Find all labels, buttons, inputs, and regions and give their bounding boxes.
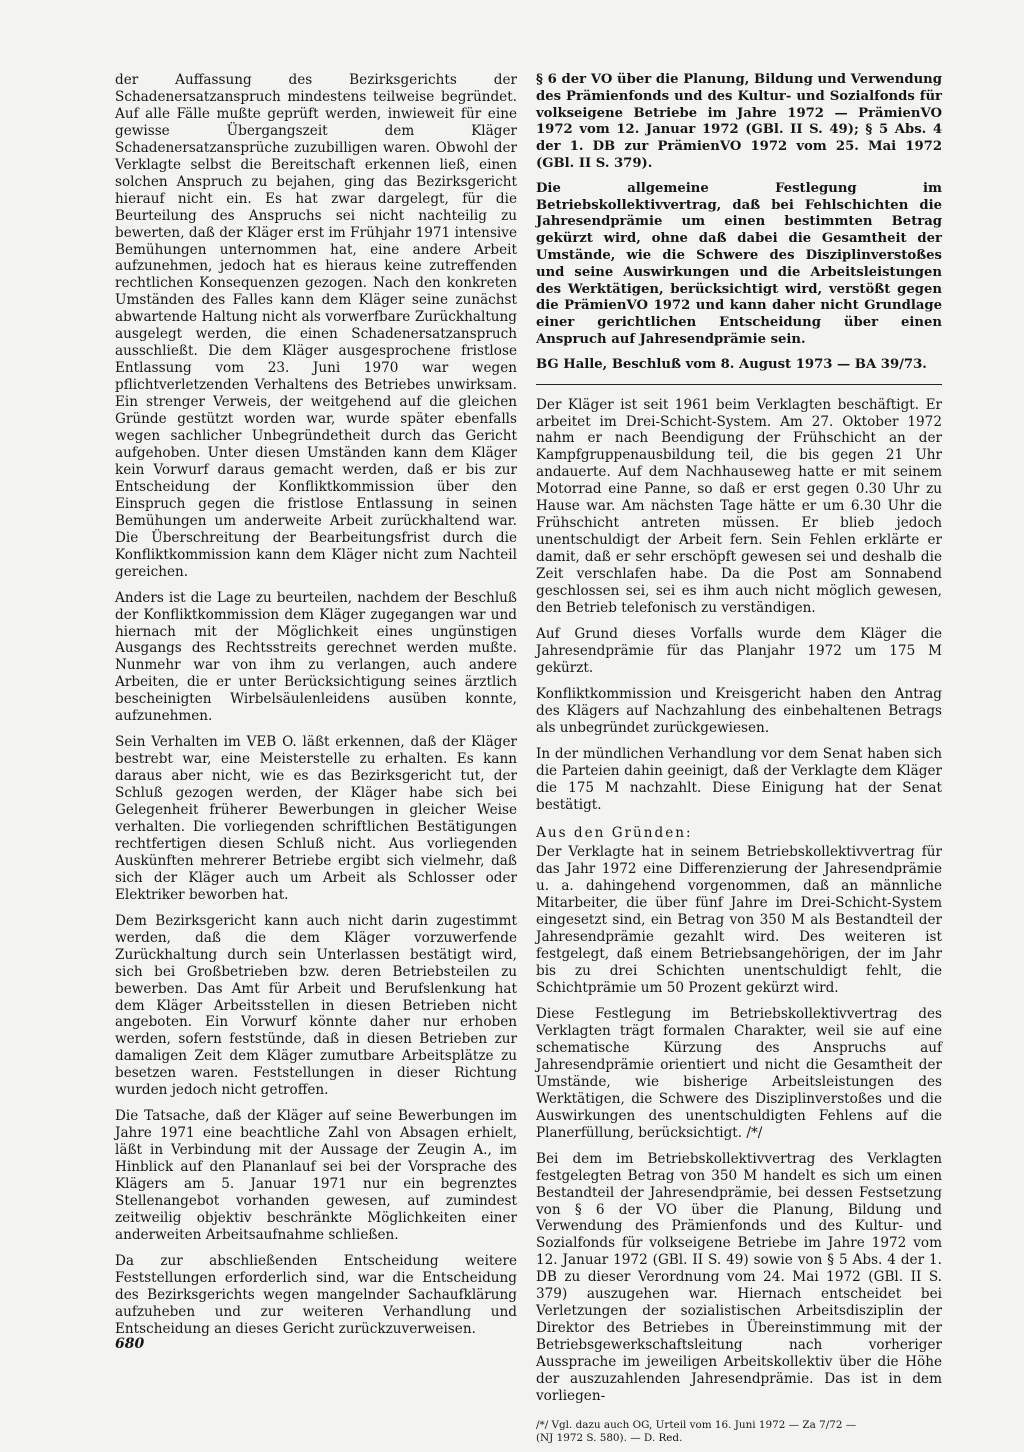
left-column — [115, 72, 517, 1347]
paragraph: Diese Festlegung im Betriebskollektivvertrag des Verklagten trägt formalen Charakter, weil sie auf eine schematische Kürzung des Anspruchs auf Jahresendprämie orientiert und nicht die Gesamtheit der Umstände, wie bisherige Arbeitsleistungen des Werktätigen, die Schwere des Disziplinverstoßes und die Auswirkungen des unentschuldigten Fehlens auf die Planerfüllung, berücksichtigt. /*/ — [536, 1006, 942, 1141]
paragraph: Dem Bezirksgericht kann auch nicht darin zugestimmt werden, daß die dem Kläger vorzuwerfende Zurückhaltung durch sein Unterlassen bestätigt wird, sich bei Großbetrieben bzw. deren Betriebsteilen zu bewerben. Das Amt für Arbeit und Berufslenkung hat dem Kläger Arbeitsstellen in diesen Betrieben nicht angeboten. Ein Vorwurf könnte daher nur erhoben werden, sofern feststünde, daß in diesen Betrieben zur damaligen Zeit dem Kläger zumutbare Arbeitsplätze zu besetzen waren. Feststellungen in dieser Richtung wurden jedoch nicht getroffen. — [115, 912, 517, 1099]
paragraph: In der mündlichen Verhandlung vor dem Senat haben sich die Parteien dahin geeinigt, daß der Verklagte dem Kläger die 175 M nachzahlt. Diese Einigung hat der Senat bestätigt. — [536, 745, 942, 813]
section-heading: Aus den Gründen: — [536, 825, 693, 842]
paragraph: Konfliktkommission und Kreisgericht haben den Antrag des Klägers auf Nachzahlung des einbehaltenen Betrags als unbegründet zurückgewiesen. — [536, 685, 942, 736]
paragraph: Auf Grund dieses Vorfalls wurde dem Kläger die Jahresendprämie für das Planjahr 1972 um 175 M gekürzt. — [536, 625, 942, 676]
page-number: 680 — [115, 1336, 145, 1352]
right-column — [536, 72, 942, 1445]
footnote — [536, 1419, 942, 1445]
paragraph: Da zur abschließenden Entscheidung weitere Feststellungen erforderlich sind, war die Entscheidung des Bezirksgerichts wegen mangelnder Sachaufklärung aufzuheben und zur weiteren Verhandlung und Entscheidung an dieses Gericht zurückzuverweisen. — [115, 1252, 517, 1337]
paragraph: Sein Verhalten im VEB O. läßt erkennen, daß der Kläger bestrebt war, eine Meisterstelle zu erhalten. Es kann daraus aber nicht, wie es das Bezirksgericht tut, der Schluß gezogen werden, der Kläger habe sich bei Gelegenheit früherer Bewerbungen in gleicher Weise verhalten. Die vorliegenden schriftlichen Bestätigungen rechtfertigen diesen Schluß nicht. Aus vorliegenden Auskünften mehrerer Betriebe ergibt sich vielmehr, daß sich der Kläger auch um Arbeit als Schlosser oder Elektriker beworben hat. — [115, 734, 517, 903]
paragraph: Der Verklagte hat in seinem Betriebskollektivvertrag für das Jahr 1972 eine Differenzierung der Jahresendprämie u. a. dahingehend vorgenommen, daß an männliche Mitarbeiter, die über fünf Jahre im Drei-Schicht-System eingesetzt sind, ein Betrag von 350 M als Bestandteil der Jahresendprämie gezahlt wird. Des weiteren ist festgelegt, daß einem Betriebsangehörigen, der im Jahr bis zu drei Schichten unentschuldigt fehlt, die Schichtprämie um 50 Prozent gekürzt wird. — [536, 844, 942, 997]
headnote-text: Die allgemeine Festlegung im Betriebskollektivvertrag, daß bei Fehlschichten die Jahresendprämie um einen bestimmten Betrag gekürzt wird, ohne daß dabei die Gesamtheit der Umstände, wie die Schwere des Disziplinverstoßes und seine Auswirkungen und die Arbeitsleistungen des Werktätigen, berücksichtigt wird, verstößt gegen die PrämienVO 1972 und kann daher nicht Grundlage einer gerichtlichen Entscheidung über einen Anspruch auf Jahresendprämie sein. — [536, 180, 942, 347]
case-citation: BG Halle, Beschluß vom 8. August 1973 — BA 39/73. — [536, 356, 927, 372]
paragraph: Der Kläger ist seit 1961 beim Verklagten beschäftigt. Er arbeitet im Drei-Schicht-System. Am 27. Oktober 1972 nahm er nach Beendigung der Frühschicht an der Kampfgruppenausbildung teil, die bis gegen 21 Uhr andauerte. Auf dem Nachhauseweg hatte er mit seinem Motorrad eine Panne, so daß er erst gegen 0.30 Uhr zu Hause war. Am nächsten Tage hätte er um 6.30 Uhr die Frühschicht antreten müssen. Er blieb jedoch unentschuldigt der Arbeit fern. Sein Fehlen erklärte er damit, daß er sehr erschöpft gewesen sei und deshalb die Zeit verschlafen habe. Da die Post am Sonnabend geschlossen sei, sei es ihm auch nicht möglich gewesen, den Betrieb telefonisch zu verständigen. — [536, 396, 942, 616]
paragraph: Anders ist die Lage zu beurteilen, nachdem der Beschluß der Konfliktkommission dem Kläger zugegangen war und hiernach mit der Möglichkeit eines ungünstigen Ausgangs des Rechtsstreits gerechnet werden mußte. Nunmehr war von ihm zu verlangen, auch andere Arbeiten, die er unter Berücksichtigung seines ärztlich bescheinigten Wirbelsäulenleidens ausüben konnte, aufzunehmen. — [115, 589, 517, 725]
footnote-line: /*/ Vgl. dazu auch OG, Urteil vom 16. Juni 1972 — Za 7/72 — — [536, 1418, 857, 1431]
paragraph: der Auffassung des Bezirksgerichts der Schadenersatzanspruch mindestens teilweise begründet. Auf alle Fälle mußte geprüft werden, inwieweit für eine gewisse Übergangszeit dem Kläger Schadenersatzansprüche zuzubilligen waren. Obwohl der Verklagte selbst die Bereitschaft erkennen ließ, einen solchen Anspruch zu bejahen, ging das Bezirksgericht hierauf nicht ein. Es hat zwar dargelegt, für die Beurteilung des Anspruchs sei nicht nachteilig zu bewerten, daß der Kläger erst im Frühjahr 1971 intensive Bemühungen unternommen hat, eine andere Arbeit aufzunehmen, jedoch hat es hieraus keine zutreffenden rechtlichen Konsequenzen gezogen. Nach den konkreten Umständen des Falles kann dem Kläger seine zunächst abwartende Haltung nicht als vorwerfbare Zurückhaltung ausgelegt werden, die einen Schadenersatzanspruch ausschließt. Die dem Kläger ausgesprochene fristlose Entlassung vom 23. Juni 1970 war wegen pflichtverletzenden Verhaltens des Betriebes unwirksam. Ein strenger Verweis, der weitgehend auf die gleichen Gründe gestützt worden war, wurde später ebenfalls wegen sachlicher Unbegründetheit durch das Gericht aufgehoben. Unter diesen Umständen kann dem Kläger kein Vorwurf daraus gemacht werden, daß er bis zur Entscheidung der Konfliktkommission über den Einspruch gegen die fristlose Entlassung in seinen Bemühungen um anderweite Arbeit zurückhaltend war. Die Überschreitung der Bearbeitungsfrist durch die Konfliktkommission kann dem Kläger nicht zum Nachteil gereichen. — [115, 72, 517, 580]
headnote-reference: § 6 der VO über die Planung, Bildung und Verwendung des Prämienfonds und des Kultur- und Sozialfonds für volkseigene Betriebe im Jahre 1972 — PrämienVO 1972 vom 12. Januar 1972 (GBl. II S. 49); § 5 Abs. 4 der 1. DB zur PrämienVO 1972 vom 25. Mai 1972 (GBl. II S. 379). — [536, 72, 942, 171]
paragraph: Die Tatsache, daß der Kläger auf seine Bewerbungen im Jahre 1971 eine beachtliche Zahl von Absagen erhielt, läßt in Verbindung mit der Aussage der Zeugin A., im Hinblick auf den Plananlauf sei bei der Vorsprache des Klägers am 5. Januar 1971 nur ein begrenztes Stellenangebot vorhanden gewesen, auf zumindest zeitweilig objektiv beschränkte Möglichkeiten einer anderweiten Arbeitsaufnahme schließen. — [115, 1108, 517, 1243]
paragraph: Bei dem im Betriebskollektivvertrag des Verklagten festgelegten Betrag von 350 M handelt es sich um einen Bestandteil der Jahresendprämie, bei dessen Festsetzung von § 6 der VO über die Planung, Bildung und Verwendung des Prämienfonds und des Kultur- und Sozialfonds für volkseigene Betriebe im Jahre 1972 vom 12. Januar 1972 (GBl. II S. 49) sowie von § 5 Abs. 4 der 1. DB zu dieser Verordnung vom 24. Mai 1972 (GBl. II S. 379) auszugehen war. Hiernach entscheidet bei Verletzungen der sozialistischen Arbeitsdisziplin der Direktor des Betriebes in Übereinstimmung mit der Betriebsgewerkschaftsleitung nach vorheriger Aussprache im jeweiligen Arbeitskollektiv über die Höhe der auszuzahlenden Jahresendprämie. Das ist in dem vorliegen- — [536, 1150, 942, 1405]
footnote-line: (NJ 1972 S. 580). — D. Red. — [536, 1431, 683, 1444]
divider — [536, 384, 942, 385]
